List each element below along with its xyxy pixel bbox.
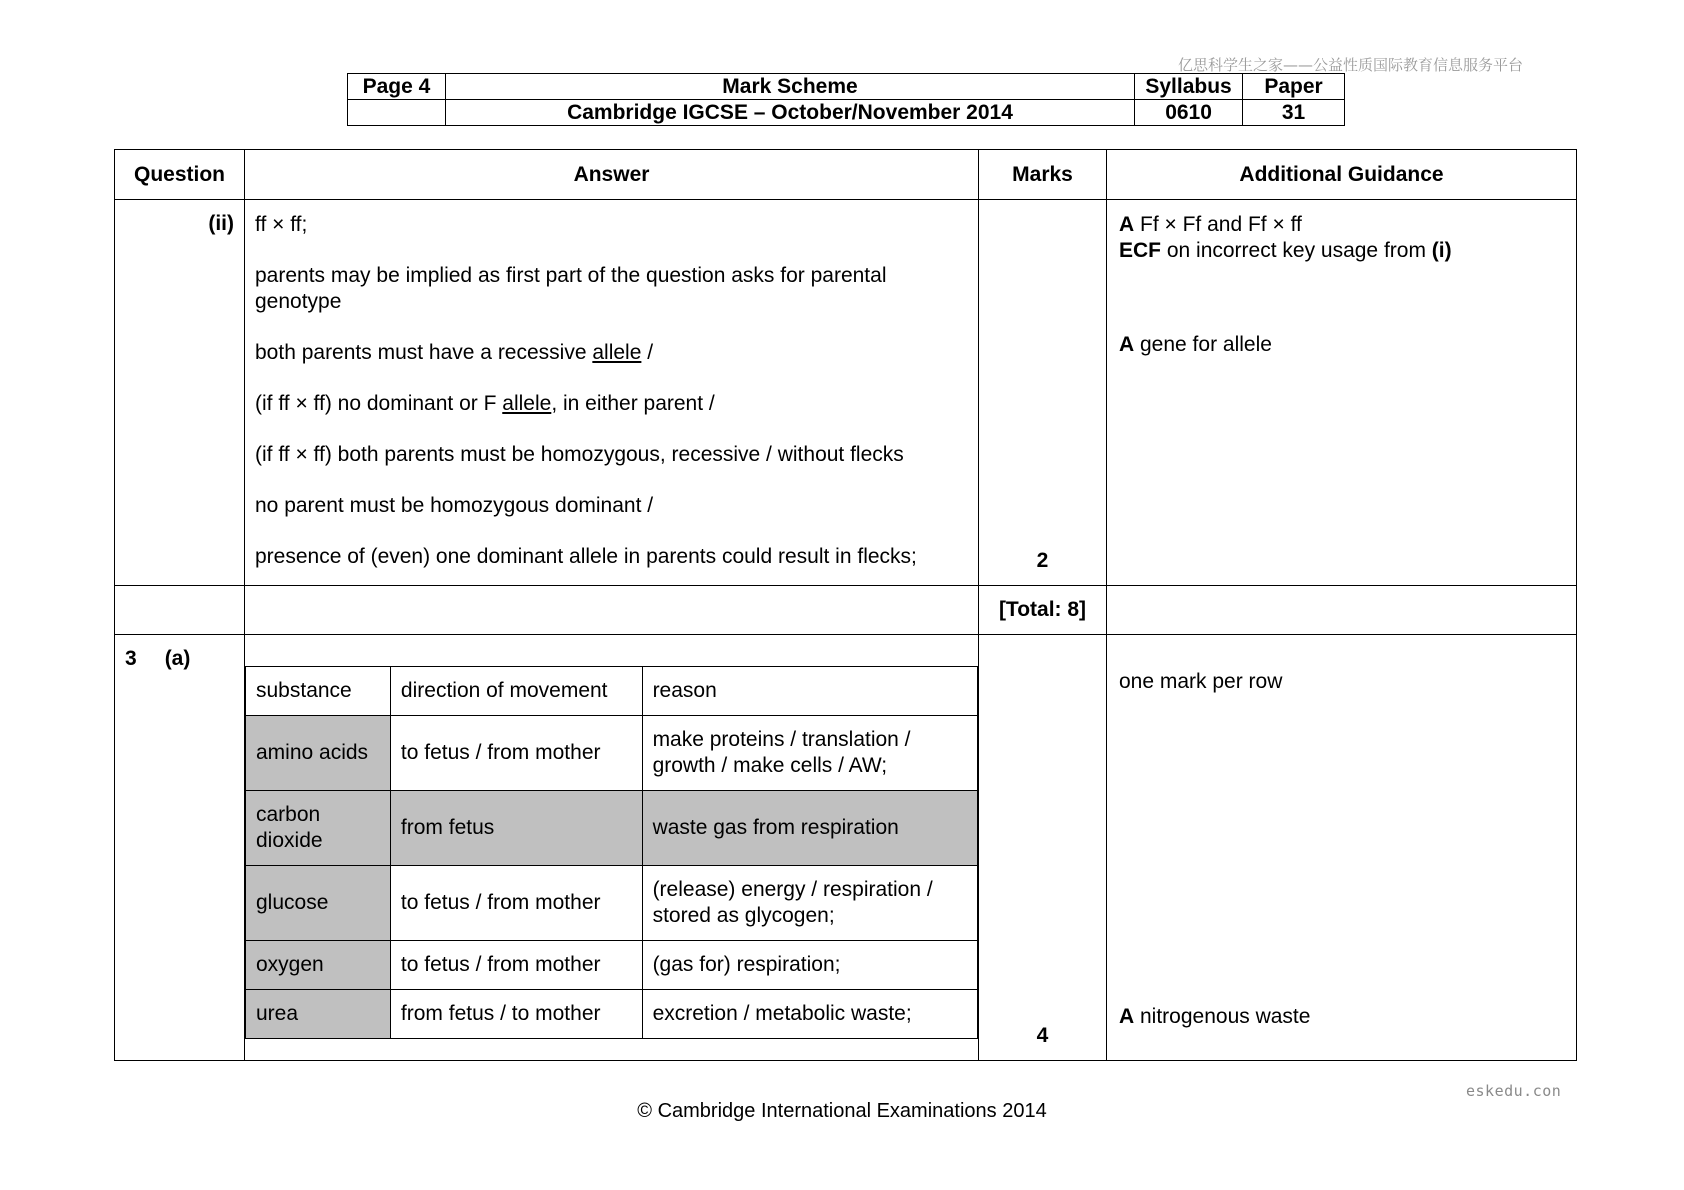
- reason-cell: make proteins / translation / growth / make cells / AW;: [642, 716, 977, 791]
- watermark-text: eskedu.con: [1466, 1082, 1562, 1100]
- answer-line: presence of (even) one dominant allele in parents could result in flecks;: [255, 545, 917, 568]
- answer-line: parents may be implied as first part of the question asks for parental genotype: [255, 264, 887, 313]
- column-header: direction of movement: [390, 667, 642, 716]
- answer-line: (if ff × ff) no dominant or F allele, in either parent /: [255, 392, 715, 415]
- reason-cell: excretion / metabolic waste;: [642, 990, 977, 1039]
- paper-label: Paper: [1243, 74, 1345, 100]
- guidance-line: one mark per row: [1119, 670, 1283, 693]
- direction-cell: to fetus / from mother: [390, 941, 642, 990]
- guidance-cell: [1107, 635, 1577, 1061]
- guidance-line: ECF on incorrect key usage from (i): [1119, 239, 1452, 262]
- page-number: Page 4: [348, 74, 446, 100]
- substance-cell: oxygen: [246, 941, 391, 990]
- guidance-line: A gene for allele: [1119, 333, 1272, 356]
- column-header-marks: Marks: [979, 150, 1107, 200]
- marks-value: 2: [979, 200, 1107, 586]
- direction-cell: to fetus / from mother: [390, 716, 642, 791]
- question-label: (ii): [115, 200, 245, 586]
- guidance-cell: [1107, 200, 1577, 586]
- table-row: [246, 866, 978, 941]
- column-header-answer: Answer: [245, 150, 979, 200]
- reason-cell: (release) energy / respiration / stored as glycogen;: [642, 866, 977, 941]
- copyright-footer: © Cambridge International Examinations 2014: [637, 1100, 1047, 1122]
- exam-session: Cambridge IGCSE – October/November 2014: [445, 100, 1134, 126]
- table-row: [246, 791, 978, 866]
- page-header-table: [347, 73, 1345, 126]
- column-header: substance: [246, 667, 391, 716]
- guidance-line: A Ff × Ff and Ff × ff: [1119, 213, 1302, 236]
- guidance-line: A nitrogenous waste: [1119, 1005, 1311, 1028]
- total-row: [115, 586, 1577, 635]
- question-row-2ii: [115, 200, 1577, 586]
- substance-cell: amino acids: [246, 716, 391, 791]
- paper-code: 31: [1243, 100, 1345, 126]
- document-title: Mark Scheme: [445, 74, 1134, 100]
- substance-cell: carbon dioxide: [246, 791, 391, 866]
- reason-cell: waste gas from respiration: [642, 791, 977, 866]
- header-blank: [348, 100, 446, 126]
- direction-cell: to fetus / from mother: [390, 866, 642, 941]
- syllabus-code: 0610: [1135, 100, 1243, 126]
- column-header: reason: [642, 667, 977, 716]
- table-row: [246, 941, 978, 990]
- direction-cell: from fetus: [390, 791, 642, 866]
- question-row-3a: [115, 635, 1577, 1061]
- answer-line: (if ff × ff) both parents must be homozygous, recessive / without flecks: [255, 443, 904, 466]
- substance-cell: urea: [246, 990, 391, 1039]
- answer-line: both parents must have a recessive allele /: [255, 341, 654, 364]
- watermark-text: 亿思科学生之家——公益性质国际教育信息服务平台: [1178, 56, 1524, 74]
- syllabus-label: Syllabus: [1135, 74, 1243, 100]
- answer-cell: [245, 635, 979, 1061]
- column-header-guidance: Additional Guidance: [1107, 150, 1577, 200]
- placenta-exchange-table: [245, 666, 978, 1039]
- column-header-question: Question: [115, 150, 245, 200]
- mark-scheme-table: [114, 149, 1577, 1061]
- table-header-row: [246, 667, 978, 716]
- total-marks: [Total: 8]: [979, 586, 1107, 635]
- table-row: [246, 716, 978, 791]
- direction-cell: from fetus / to mother: [390, 990, 642, 1039]
- table-row: [246, 990, 978, 1039]
- substance-cell: glucose: [246, 866, 391, 941]
- question-label: 3 (a): [115, 635, 245, 1061]
- marks-value: 4: [979, 635, 1107, 1061]
- answer-line: no parent must be homozygous dominant /: [255, 494, 654, 517]
- answer-line: ff × ff;: [255, 213, 308, 236]
- reason-cell: (gas for) respiration;: [642, 941, 977, 990]
- answer-cell: [245, 200, 979, 586]
